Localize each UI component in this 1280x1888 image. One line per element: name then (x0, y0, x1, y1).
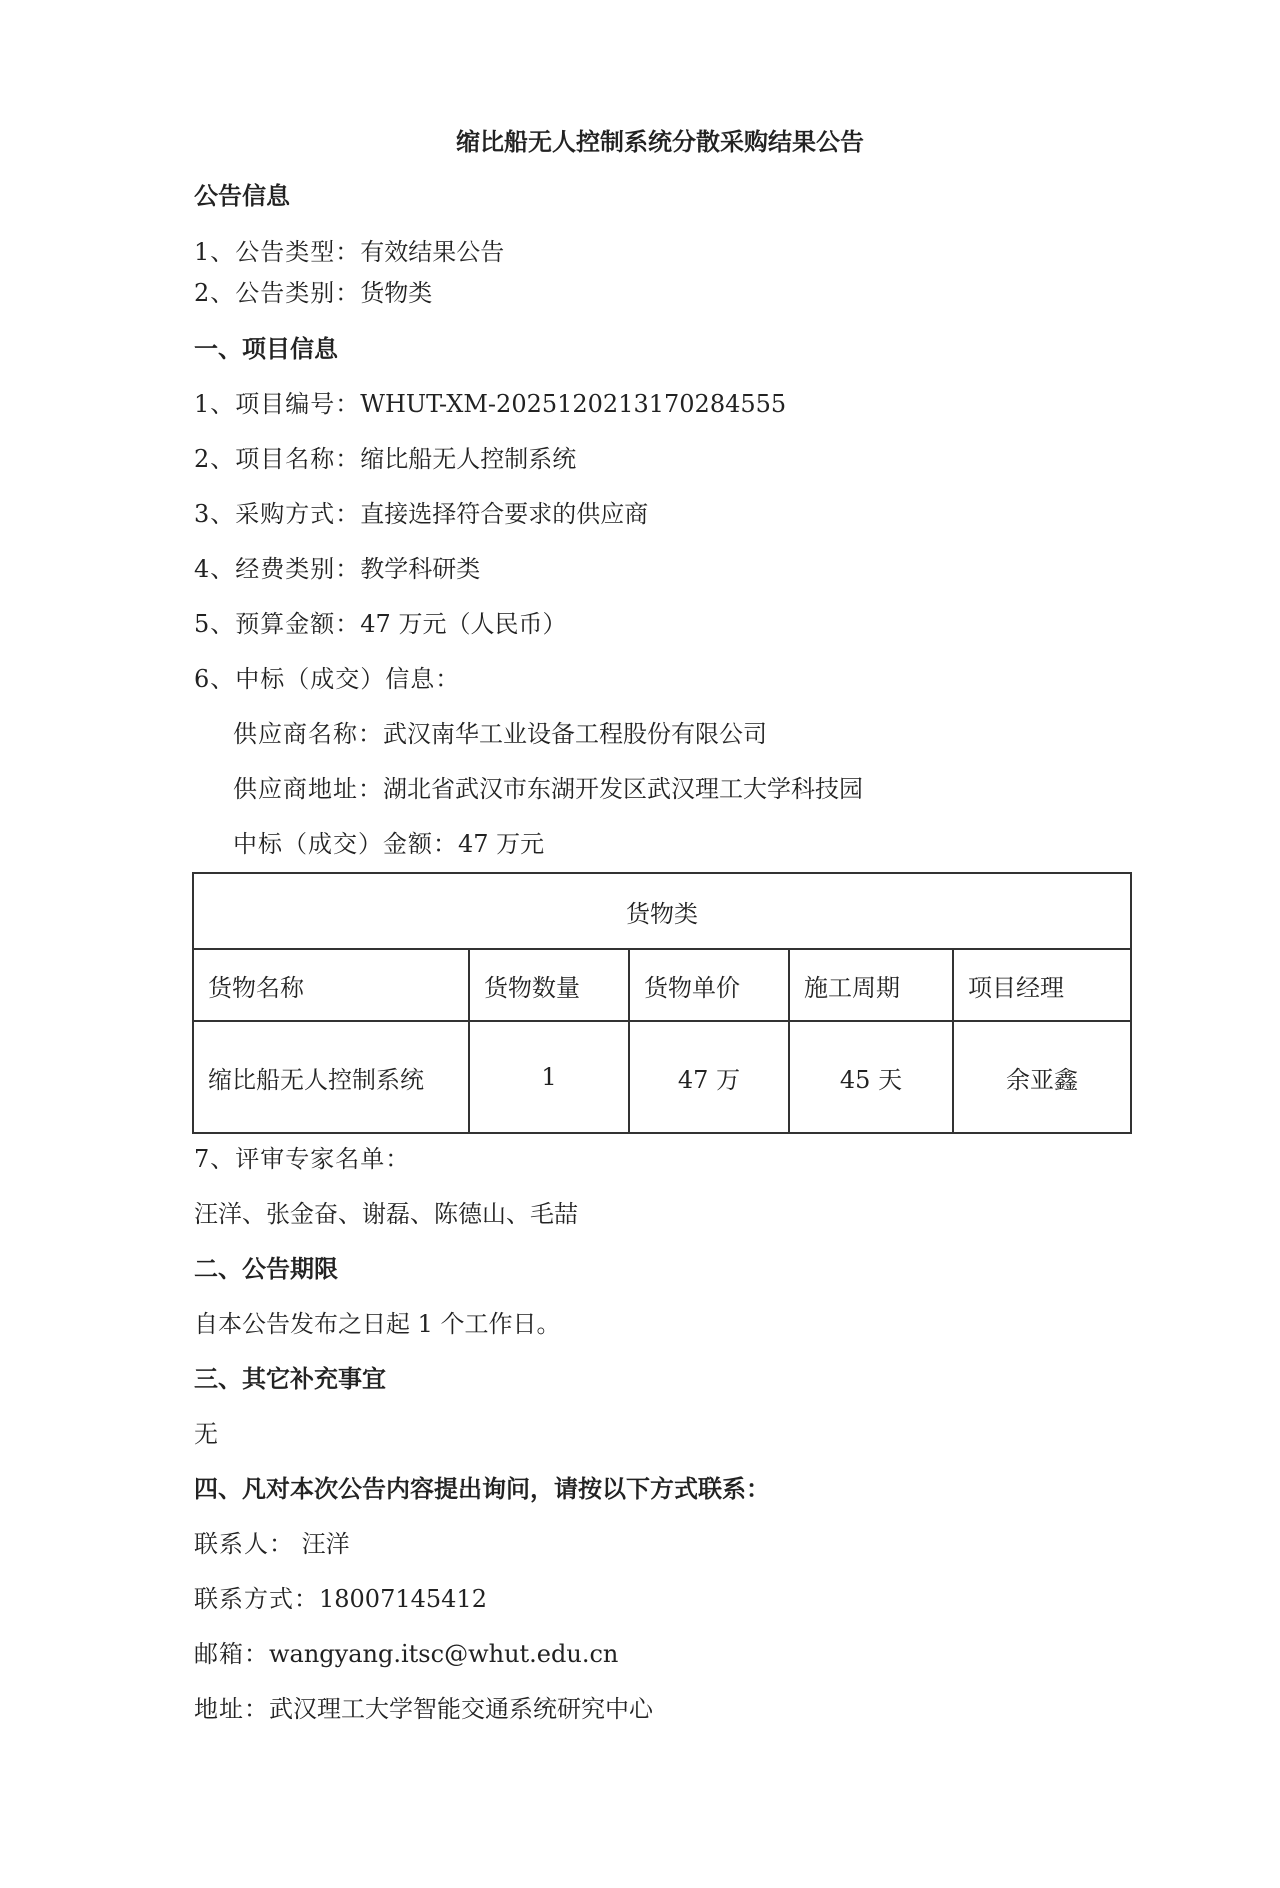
header-project-manager: 项目经理 (953, 949, 1131, 1021)
experts-list: 汪洋、张金奋、谢磊、陈德山、毛喆 (194, 1200, 578, 1228)
project-number-line (194, 388, 786, 420)
winning-amount-label: 中标（成交）金额： (233, 830, 458, 858)
contact-email-line (194, 1638, 618, 1670)
notice-type-value: 有效结果公告 (360, 238, 505, 266)
notice-type-line (194, 236, 504, 268)
cell-construction-period: 45 天 (789, 1021, 953, 1133)
project-name-label: 2、项目名称： (194, 445, 361, 473)
winning-amount-value: 47 万元 (458, 830, 545, 858)
project-number-label: 1、项目编号： (194, 390, 361, 418)
fund-category-label: 4、经费类别： (194, 555, 361, 583)
contact-address-line (194, 1693, 653, 1725)
supplier-name-value: 武汉南华工业设备工程股份有限公司 (383, 720, 767, 748)
experts-label: 7、评审专家名单： (194, 1145, 411, 1173)
contact-phone-label: 联系方式： (194, 1585, 319, 1613)
period-text: 自本公告发布之日起 1 个工作日。 (194, 1310, 561, 1338)
cell-unit-price: 47 万 (629, 1021, 789, 1133)
header-unit-price: 货物单价 (629, 949, 789, 1021)
table-caption-row (193, 873, 1131, 949)
experts-label-line (194, 1143, 410, 1175)
notice-type-label: 1、公告类型： (194, 238, 361, 266)
table-caption: 货物类 (193, 873, 1131, 949)
cell-goods-quantity: 1 (469, 1021, 629, 1133)
contact-person-label: 联系人： (194, 1530, 294, 1558)
contact-address-value: 武汉理工大学智能交通系统研究中心 (269, 1695, 653, 1723)
project-name-value: 缩比船无人控制系统 (360, 445, 577, 473)
procurement-method-line (194, 498, 648, 530)
goods-table (192, 872, 1132, 1134)
table-row (193, 1021, 1131, 1133)
contact-person-value: 汪洋 (294, 1530, 350, 1558)
supplier-name-label: 供应商名称： (233, 720, 383, 748)
other-text: 无 (194, 1420, 218, 1448)
budget-label: 5、预算金额： (194, 610, 361, 638)
notice-category-label: 2、公告类别： (194, 279, 361, 307)
budget-line (194, 608, 566, 640)
period-heading: 二、公告期限 (194, 1255, 338, 1283)
fund-category-line (194, 553, 480, 585)
project-number-value: WHUT-XM-20251202131702845​55 (360, 390, 787, 418)
notice-info-heading: 公告信息 (194, 182, 290, 210)
fund-category-value: 教学科研类 (360, 555, 481, 583)
supplier-address-line (233, 773, 863, 805)
contact-address-label: 地址： (194, 1695, 269, 1723)
contact-phone-line (194, 1583, 487, 1615)
winner-info-line (194, 663, 460, 695)
table-header-row (193, 949, 1131, 1021)
contact-email-value: wangyang.itsc@whut.edu.cn (269, 1640, 619, 1668)
project-info-heading: 一、项目信息 (194, 335, 338, 363)
header-goods-quantity: 货物数量 (469, 949, 629, 1021)
winner-info-label: 6、中标（成交）信息： (194, 665, 461, 693)
notice-category-line (194, 277, 432, 309)
procurement-method-label: 3、采购方式： (194, 500, 361, 528)
header-goods-name: 货物名称 (193, 949, 469, 1021)
cell-project-manager: 余亚鑫 (953, 1021, 1131, 1133)
contact-phone-value: 18007145412 (319, 1585, 487, 1613)
other-heading: 三、其它补充事宜 (194, 1365, 386, 1393)
cell-goods-name: 缩比船无人控制系统 (193, 1021, 469, 1133)
header-construction-period: 施工周期 (789, 949, 953, 1021)
supplier-name-line (233, 718, 767, 750)
document-title: 缩比船无人控制系统分散采购结果公告 (456, 128, 864, 156)
winning-amount-line (233, 828, 544, 860)
contact-person-line (194, 1528, 350, 1560)
budget-value: 47 万元（人民币） (360, 610, 567, 638)
procurement-method-value: 直接选择符合要求的供应商 (360, 500, 649, 528)
supplier-address-label: 供应商地址： (233, 775, 383, 803)
notice-category-value: 货物类 (360, 279, 433, 307)
supplier-address-value: 湖北省武汉市东湖开发区武汉理工大学科技园 (383, 775, 863, 803)
project-name-line (194, 443, 576, 475)
contact-email-label: 邮箱： (194, 1640, 269, 1668)
contact-heading: 四、凡对本次公告内容提出询问，请按以下方式联系： (194, 1475, 770, 1503)
